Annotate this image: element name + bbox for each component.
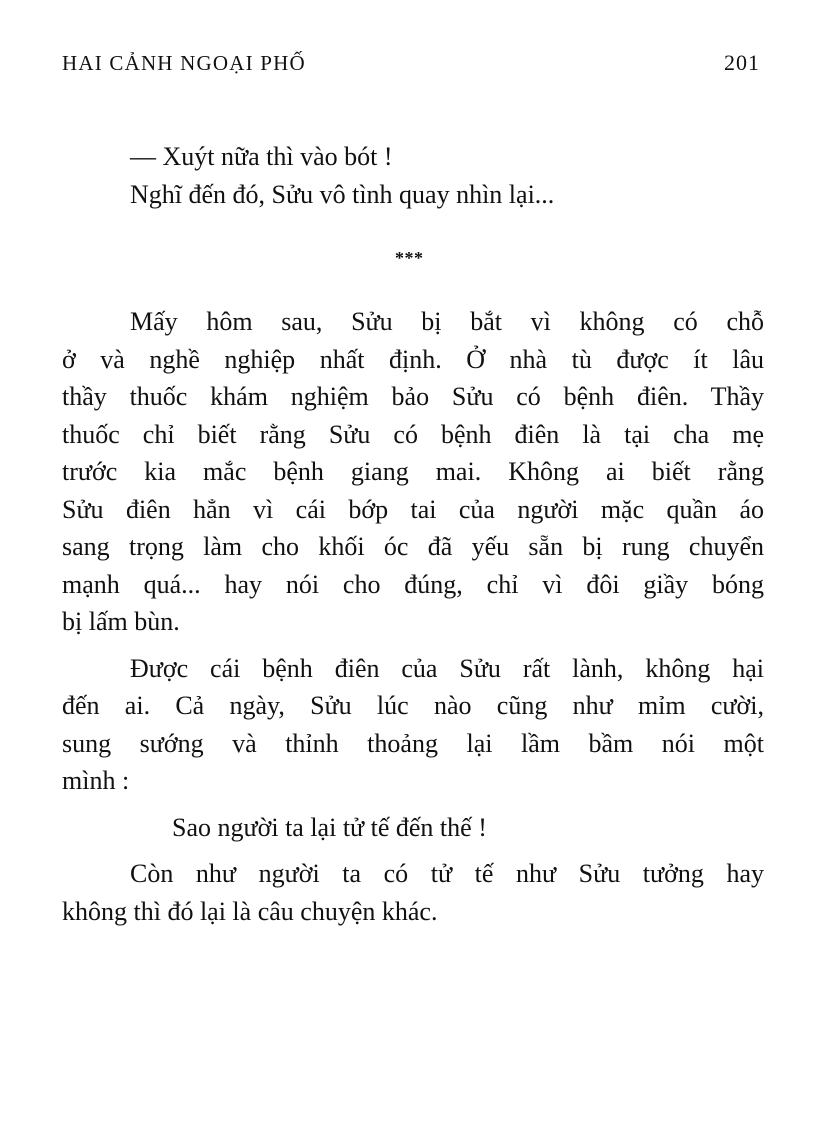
paragraph-line: mạnh quá... hay nói cho đúng, chỉ vì đôi giầy bóng (62, 569, 764, 599)
quote-line: Sao người ta lại tử tế đến thế ! (172, 812, 487, 842)
paragraph-line: sung sướng và thỉnh thoảng lại lầm bầm nói một (62, 728, 764, 758)
paragraph-line: mình : (62, 766, 130, 795)
paragraph-line: trước kia mắc bệnh giang mai. Không ai biết rằng (62, 457, 764, 486)
paragraph-line: ở và nghề nghiệp nhất định. Ở nhà tù được ít lâu (62, 344, 764, 374)
paragraph-line: bị lấm bùn. (62, 607, 180, 636)
quoted-speech (62, 809, 764, 847)
separator-asterisks: * * * (395, 248, 421, 268)
paragraph-1 (62, 303, 764, 641)
paragraph-line: thầy thuốc khám nghiệm bảo Sửu có bệnh điên. Thầy (62, 382, 764, 411)
paragraph-line: Còn như người ta có tử tế như Sửu tưởng hay (130, 859, 764, 888)
section-separator (62, 213, 764, 303)
paragraph-line: Được cái bệnh điên của Sửu rất lành, không hại (130, 653, 764, 683)
paragraph-line: sang trọng làm cho khối óc đã yếu sẵn bị rung chuyển (62, 532, 764, 561)
paragraph-line: Mấy hôm sau, Sửu bị bắt vì không có chỗ (130, 307, 764, 336)
body-text (62, 138, 764, 930)
paragraph-line: thuốc chỉ biết rằng Sửu có bệnh điên là tại cha mẹ (62, 419, 764, 449)
dialog-line: — Xuýt nữa thì vào bót ! (130, 142, 393, 171)
paragraph-2 (62, 650, 764, 800)
paragraph-line: đến ai. Cả ngày, Sửu lúc nào cũng như mỉm cười, (62, 691, 764, 720)
narration-line: Nghĩ đến đó, Sửu vô tình quay nhìn lại... (130, 179, 555, 209)
running-title: HAI CẢNH NGOẠI PHỐ (62, 51, 306, 75)
paragraph-line: không thì đó lại là câu chuyện khác. (62, 896, 438, 926)
paragraph-3 (62, 855, 764, 930)
running-header (62, 50, 760, 80)
paragraph-line: Sửu điên hẳn vì cái bớp tai của người mặc quần áo (62, 494, 764, 524)
page-number: 201 (724, 50, 760, 75)
